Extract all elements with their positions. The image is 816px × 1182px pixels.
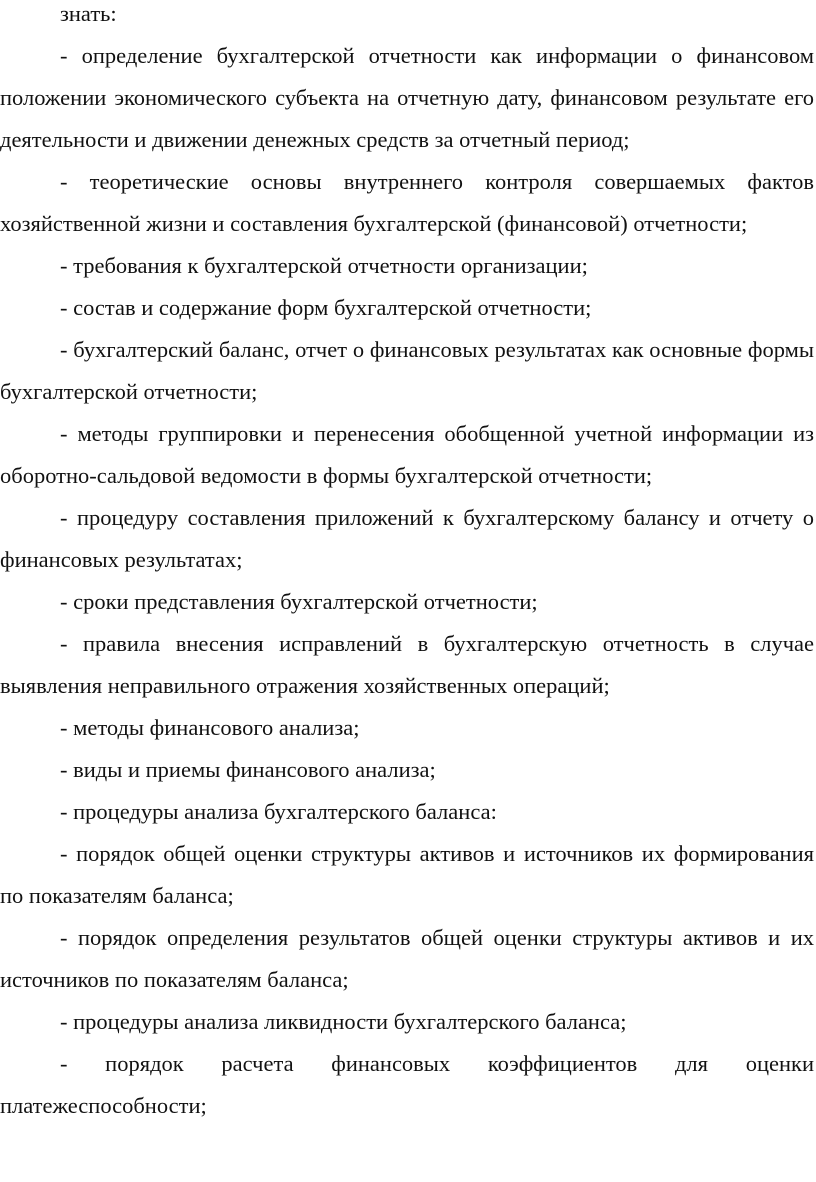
list-item: - бухгалтерский баланс, отчет о финансовых результатах как основные формы бухгалтерской отчетности;	[0, 337, 814, 404]
list-item: - методы финансового анализа;	[60, 715, 360, 740]
list-item: - порядок определения результатов общей оценки структуры активов и их источников по показателям баланса;	[0, 925, 814, 992]
list-item: - процедуру составления приложений к бухгалтерскому балансу и отчету о финансовых результатах;	[0, 505, 814, 572]
list-item: - процедуры анализа бухгалтерского баланса:	[60, 799, 497, 824]
list-item: - определение бухгалтерской отчетности как информации о финансовом положении экономического субъекта на отчетную дату, финансовом результате его деятельности и движении денежных средств за отчетный период;	[0, 43, 814, 152]
list-item: - требования к бухгалтерской отчетности организации;	[60, 253, 588, 278]
list-item: - методы группировки и перенесения обобщенной учетной информации из оборотно-сальдовой ведомости в формы бухгалтерской отчетности;	[0, 421, 814, 488]
intro-line: знать:	[60, 1, 117, 26]
list-item: - правила внесения исправлений в бухгалтерскую отчетность в случае выявления неправильного отражения хозяйственных операций;	[0, 631, 814, 698]
list-item: - виды и приемы финансового анализа;	[60, 757, 436, 782]
list-item: - процедуры анализа ликвидности бухгалтерского баланса;	[60, 1009, 627, 1034]
list-item: - состав и содержание форм бухгалтерской отчетности;	[60, 295, 592, 320]
list-item: - порядок расчета финансовых коэффициентов для оценки платежеспособности;	[0, 1051, 814, 1118]
list-item: - порядок общей оценки структуры активов и источников их формирования по показателям баланса;	[0, 841, 814, 908]
list-item: - сроки представления бухгалтерской отчетности;	[60, 589, 538, 614]
list-item: - теоретические основы внутреннего контроля совершаемых фактов хозяйственной жизни и составления бухгалтерской (финансовой) отчетности;	[0, 169, 814, 236]
